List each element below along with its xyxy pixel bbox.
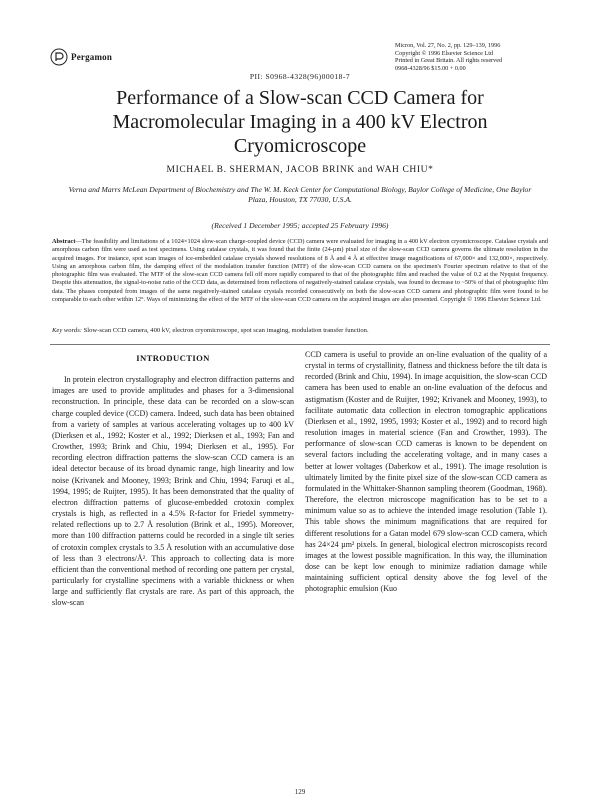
abstract: [52, 238, 548, 304]
body-column-left: [52, 349, 294, 608]
pii-code: PII: S0968-4328(96)00018-7: [249, 72, 351, 81]
keywords-label: Key words:: [52, 327, 82, 334]
body-paragraph: CCD camera is useful to provide an on-line evaluation of the quality of a crystal in terms of crystallinity, flatness and thickness before the tilt data is recorded (Brink and Chiu, 1994). In image acquisition, the slow-scan CCD camera has been used to enable an on-line evaluation of the defocus and astigmatism (Koster and de Ruijter, 1992; Krivanek and Mooney, 1993), to facilitate automatic data collection in electron tomographic applications (Dierksen et al., 1992, 1995, 1993; Koster et al., 1992) and to record high resolution images in material science (Fan and Crowther, 1993). The performance of slow-scan CCD cameras is known to be dependent on several factors including the accelerating voltage, and in many cases a better at lower voltages (Daberkow et al., 1991). The image resolution is ultimately limited by the finite pixel size of the slow-scan CCD camera as formulated in the Whittaker-Shannon sampling theorem (Goodman, 1968). Therefore, the electron microscope magnification has to be set to a minimum value so as to achieve the intended image resolution (Table 1). This table shows the minimum magnifications that are required for different resolutions for a Gatan model 679 slow-scan CCD camera, which has 24×24 µm² pixels. In general, biological electron microscopists record images at the lowest possible magnification. In this way, the illumination dose can be kept low enough to minimize radiation damage while maintaining sufficient optical density above the fog level of the photographic emulsion (Kuo: [305, 350, 547, 594]
section-title-introduction: INTRODUCTION: [136, 353, 210, 363]
body-column-right: [305, 349, 547, 594]
keywords: [52, 327, 548, 336]
abstract-label: Abstract: [52, 238, 76, 245]
abstract-text: —The feasibility and limitations of a 1024×1024 slow-scan charge-coupled device (CCD) camera were evaluated for imaging in a 400 kV electron cryomicroscope. Catalase crystals and amorphous carbon film were used as test specimens. Using catalase crystals, it was found that the finite (24-µm) pixel size of the slow-scan CCD camera governs the ultimate resolution in the acquired images. For instance, spot scan images of ice-embedded catalase crystals showed resolutions of 8 Å and 4 Å at effective image magnifications of 67,000× and 132,000×, respectively. Using an amorphous carbon film, the damping effect of the modulation transfer function (MTF) of the slow-scan CCD camera on the specimen's Fourier spectrum relative to that of the photographic film was evaluated. The MTF of the slow-scan CCD camera fell off more rapidly compared to that of the photographic film and reached the value of 0.2 at the Nyquist frequency. Despite this attenuation, the signal-to-noise ratio of the CCD data, as determined from reflections of negatively-stained catalase crystals, was found to decrease to ~50% of that of photographic film data. The phases computed from images of the same negatively-stained catalase crystals recorded consecutively on both the slow-scan CCD camera and photographic film were found to be comparable to each other within 12°. Ways of minimizing the effect of the MTF of the slow-scan CCD camera on the acquired images are also presented. Copyright © 1996 Elsevier Science Ltd.: [52, 238, 548, 304]
keywords-text: Slow-scan CCD camera, 400 kV, electron cryomicroscope, spot scan imaging, modulation transfer function.: [83, 327, 369, 334]
article-title: Performance of a Slow-scan CCD Camera for Macromolecular Imaging in a 400 kV Electron Cryomicroscope: [112, 87, 488, 157]
publisher-name: Pergamon: [71, 52, 113, 62]
received-dates: (Received 1 December 1995; accepted 25 February 1996): [211, 221, 389, 230]
article-authors: MICHAEL B. SHERMAN, JACOB BRINK and WAH CHIU*: [166, 165, 434, 175]
journal-info: [395, 42, 550, 72]
section-divider: [50, 344, 550, 345]
journal-price: 0968-4328/96 $15.00 + 0.00: [395, 64, 466, 72]
journal-copyright: Copyright © 1996 Elsevier Science Ltd: [395, 49, 494, 57]
pergamon-logo-icon: [50, 48, 68, 66]
journal-printed: Printed in Great Britain. All rights reserved: [395, 57, 503, 65]
publisher-logo: [50, 48, 112, 66]
body-paragraph: In protein electron crystallography and electron diffraction patterns and images are used to provide amplitudes and phases for a 3-dimensional reconstruction. In principle, these data can be recorded on a slow-scan charge coupled device (CCD) camera. Indeed, such data has been obtained from a variety of samples at various accelerating voltages up to 400 kV (Dierksen et al., 1992; Koster et al., 1992; Dierksen et al., 1993; Fan and Crowther, 1993; Brink and Chiu, 1994; Dierksen et al., 1995). For recording electron diffraction patterns the slow-scan CCD camera is an ideal detector because of its broad dynamic range, high linearity and low noise (Krivanek and Mooney, 1993; Brink and Chiu, 1994; Faruqi et al., 1994, 1995; de Ruijter, 1995). It has been demonstrated that the quality of electron diffraction patterns of glucose-embedded crotoxin complex crystals is high, as reflected in a 4.5% R-factor for Friedel symmetry-related reflections up to 2.7 Å resolution (Brink et al., 1995). Moreover, more than 100 diffraction patterns could be recorded in a single tilt series of crotoxin complex crystals to 3.5 Å resolution with an accumulative dose of less than 3 electrons/Å². This approach to collecting data is more efficient than the conventional method of recording one pattern per crystal, particularly for crystalline specimens with a variable thickness or when large and sufficiently flat crystals are rare. As part of this approach, the slow-scan: [52, 375, 294, 608]
journal-citation: Micron, Vol. 27, No. 2, pp. 129–139, 1996: [395, 42, 501, 49]
author-affiliation: Verna and Marrs McLean Department of Biochemistry and The W. M. Keck Center for Computational Biology, Baylor College of Medicine, One Baylor Plaza, Houston, TX 77030, U.S.A.: [68, 185, 532, 204]
page-number: 129: [294, 788, 306, 796]
